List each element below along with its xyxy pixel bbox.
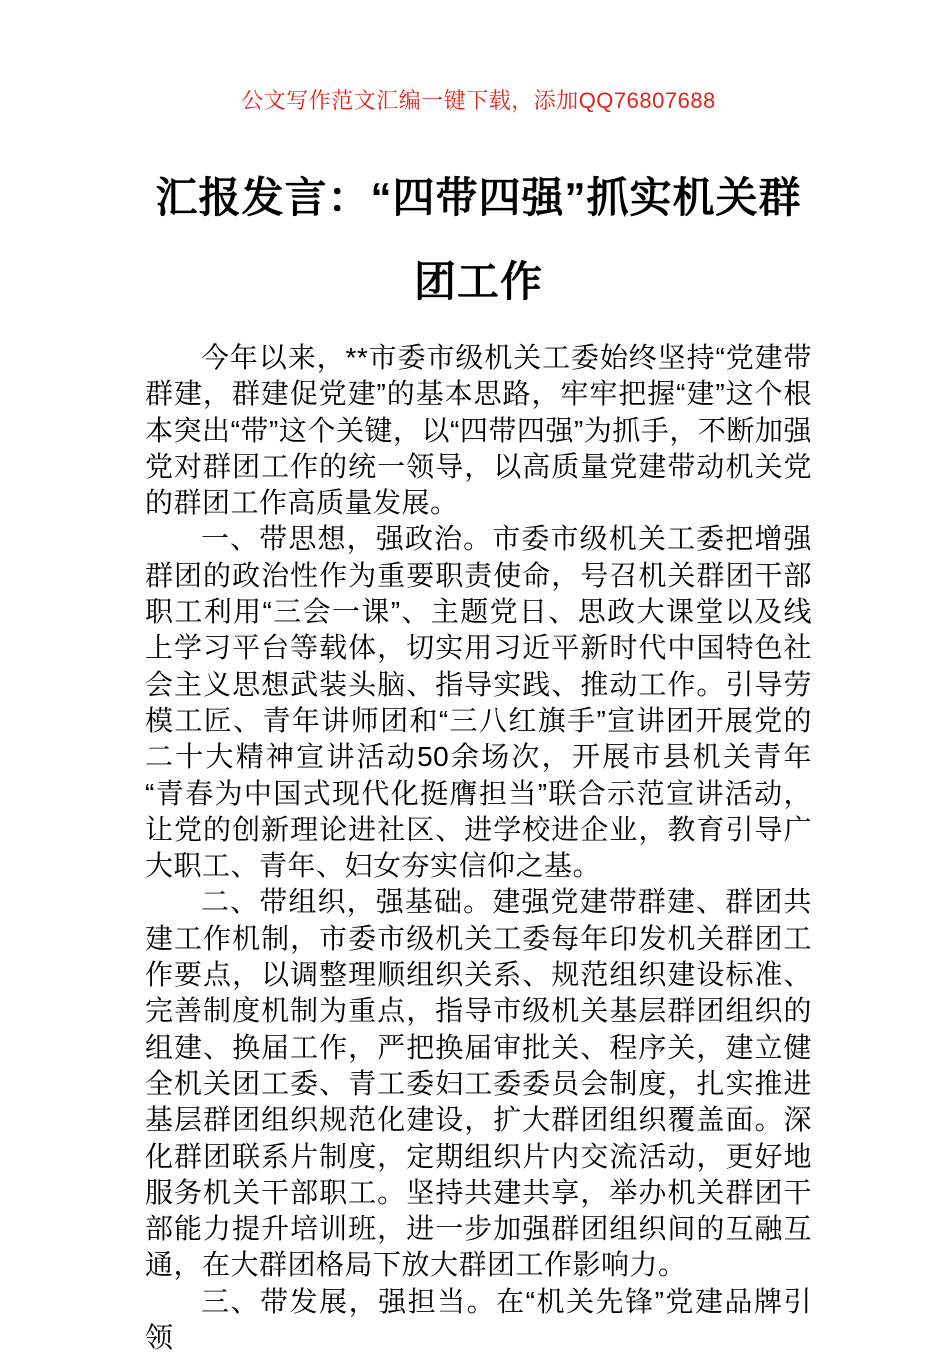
document-body bbox=[145, 340, 812, 1356]
document-title: 汇报发言：“四带四强”抓实机关群团工作 bbox=[155, 174, 802, 305]
paragraph-section-3: 三、带发展，强担当。在“机关先锋”党建品牌引领 bbox=[145, 1285, 812, 1354]
paragraph-intro: 今年以来，**市委市级机关工委始终坚持“党建带群建，群建促党建”的基本思路，牢牢把握“建”这个根本突出“带”这个关键，以“四带四强”为抓手，不断加强党对群团工作的统一领导，以高质量党建带动机关党的群团工作高质量发展。 bbox=[145, 342, 812, 519]
paragraph-section-2: 二、带组织，强基础。建强党建带群建、群团共建工作机制，市委市级机关工委每年印发机关群团工作要点，以调整理顺组织关系、规范组织建设标准、完善制度机制为重点，指导市级机关基层群团组织的组建、换届工作，严把换届审批关、程序关，建立健全机关团工委、青工委妇工委委员会制度，扎实推进基层群团组织规范化建设，扩大群团组织覆盖面。深化群团联系片制度，定期组织片内交流活动，更好地服务机关干部职工。坚持共建共享，举办机关群团干部能力提升培训班，进一步加强群团组织间的互融互通，在大群团格局下放大群团工作影响力。 bbox=[145, 886, 812, 1281]
paragraph-section-1: 一、带思想，强政治。市委市级机关工委把增强群团的政治性作为重要职责使命，号召机关群团干部职工利用“三会一课”、主题党日、思政大课堂以及线上学习平台等载体，切实用习近平新时代中国特色社会主义思想武装头脑、指导实践、推动工作。引导劳模工匠、青年讲师团和“三八红旗手”宣讲团开展党的二十大精神宣讲活动50余场次，开展市县机关青年“青春为中国式现代化挺膺担当”联合示范宣讲活动，让党的创新理论进社区、进学校进企业，教育引导广大职工、青年、妇女夯实信仰之基。 bbox=[145, 523, 812, 882]
promo-banner-text: 公文写作范文汇编一键下载，添加QQ76807688 bbox=[241, 88, 716, 113]
